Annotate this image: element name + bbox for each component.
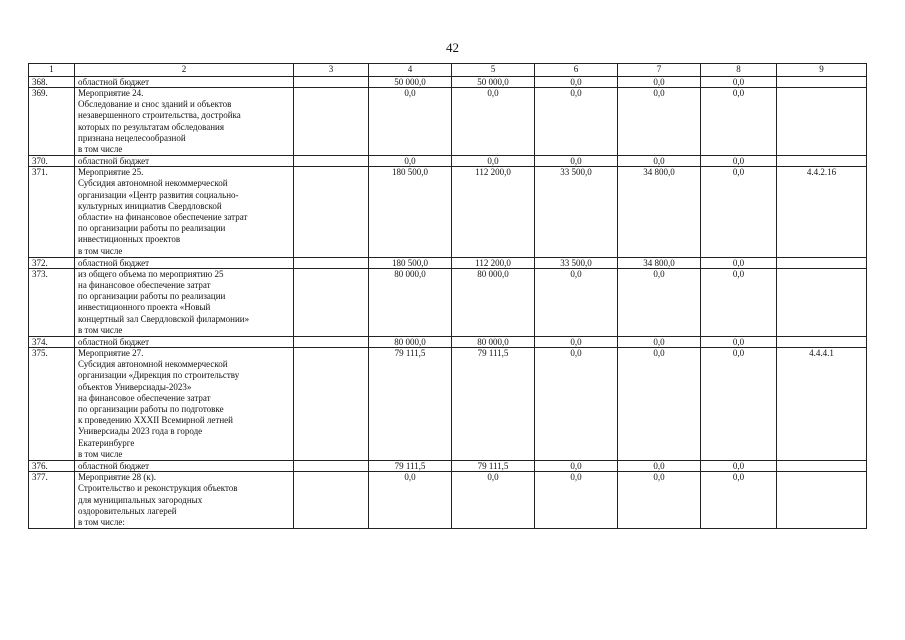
target-indicator-code: 4.4.2.16	[777, 167, 867, 258]
target-indicator-code: 4.4.4.1	[777, 348, 867, 461]
cell-col3	[294, 337, 369, 348]
description-line: области» на финансовое обеспечение затрат	[78, 212, 248, 223]
description-line: в том числе	[78, 245, 123, 256]
description-line: Мероприятие 24.	[78, 88, 144, 98]
cell-col3	[294, 156, 369, 167]
row-description	[75, 257, 294, 268]
description-line: в том числе	[78, 448, 123, 459]
cell-col7: 0,0	[618, 268, 701, 336]
cell-col3	[294, 88, 369, 156]
cell-col3	[294, 268, 369, 336]
cell-total: 0,0	[369, 88, 452, 156]
cell-col5: 112 200,0	[452, 167, 535, 258]
cell-total: 0,0	[369, 156, 452, 167]
cell-col6: 0,0	[535, 268, 618, 336]
table-row	[29, 337, 867, 348]
description-line: признана нецелесообразной	[78, 132, 186, 143]
column-header: 7	[618, 64, 701, 77]
cell-col8: 0,0	[701, 268, 777, 336]
description-line: Мероприятие 28 (к).	[78, 472, 157, 483]
description-line: по организации работы по подготовке	[78, 404, 224, 415]
cell-total: 80 000,0	[369, 337, 452, 348]
budget-table	[28, 63, 867, 529]
description-line: к проведению XXXII Всемирной летней	[78, 415, 233, 426]
row-number: 370.	[29, 156, 75, 167]
description-line: по организации работы по реализации	[78, 291, 226, 302]
cell-col8: 0,0	[701, 337, 777, 348]
row-number: 371.	[29, 167, 75, 258]
description-line: Субсидия автономной некоммерческой	[78, 359, 228, 370]
cell-col8: 0,0	[701, 461, 777, 472]
column-header: 5	[452, 64, 535, 77]
target-indicator-code	[777, 77, 867, 88]
cell-col6: 0,0	[535, 88, 618, 156]
description-line: Мероприятие 25.	[78, 167, 144, 178]
description-line: областной бюджет	[78, 337, 150, 348]
row-description	[75, 268, 294, 336]
description-line: инвестиционных проектов	[78, 234, 181, 245]
cell-col5: 79 111,5	[452, 461, 535, 472]
cell-col6: 0,0	[535, 77, 618, 88]
row-description	[75, 472, 294, 529]
cell-col3	[294, 77, 369, 88]
cell-col6: 33 500,0	[535, 257, 618, 268]
column-header: 1	[29, 64, 75, 77]
column-header: 2	[75, 64, 294, 77]
cell-total: 180 500,0	[369, 167, 452, 258]
cell-total: 50 000,0	[369, 77, 452, 88]
cell-total: 79 111,5	[369, 348, 452, 461]
column-header: 8	[701, 64, 777, 77]
row-description	[75, 348, 294, 461]
row-description	[75, 461, 294, 472]
description-line: инвестиционного проекта «Новый	[78, 302, 211, 313]
row-number: 373.	[29, 268, 75, 336]
cell-col6: 0,0	[535, 156, 618, 167]
target-indicator-code	[777, 257, 867, 268]
description-line: в том числе:	[78, 516, 125, 527]
table-row	[29, 77, 867, 88]
cell-col3	[294, 348, 369, 461]
cell-col3	[294, 461, 369, 472]
cell-col7: 0,0	[618, 348, 701, 461]
cell-col5: 0,0	[452, 472, 535, 529]
row-description	[75, 156, 294, 167]
cell-col7: 0,0	[618, 156, 701, 167]
description-line: областной бюджет	[78, 156, 150, 167]
description-line: организации «Центр развития социально-	[78, 189, 239, 200]
row-description	[75, 77, 294, 88]
table-row	[29, 167, 867, 258]
description-line: Екатеринбурге	[78, 437, 135, 448]
description-line: Обследование и снос зданий и объектов	[78, 99, 232, 110]
cell-col6: 0,0	[535, 472, 618, 529]
description-line: незавершенного строительства, достройка	[78, 110, 241, 121]
cell-col7: 0,0	[618, 337, 701, 348]
header-row	[29, 64, 867, 77]
cell-col8: 0,0	[701, 167, 777, 258]
cell-col5: 79 111,5	[452, 348, 535, 461]
description-line: областной бюджет	[78, 77, 150, 87]
cell-col8: 0,0	[701, 472, 777, 529]
table-row	[29, 348, 867, 461]
target-indicator-code	[777, 461, 867, 472]
description-line: для муниципальных загородных	[78, 494, 203, 505]
description-line: по организации работы по реализации	[78, 223, 226, 234]
description-line: Строительство и реконструкция объектов	[78, 483, 238, 494]
cell-col6: 33 500,0	[535, 167, 618, 258]
column-header: 3	[294, 64, 369, 77]
description-line: из общего объема по мероприятию 25	[78, 268, 224, 279]
cell-total: 180 500,0	[369, 257, 452, 268]
target-indicator-code	[777, 268, 867, 336]
target-indicator-code	[777, 88, 867, 156]
cell-col7: 0,0	[618, 77, 701, 88]
cell-col6: 0,0	[535, 337, 618, 348]
cell-col8: 0,0	[701, 156, 777, 167]
cell-col8: 0,0	[701, 88, 777, 156]
row-number: 369.	[29, 88, 75, 156]
cell-col5: 112 200,0	[452, 257, 535, 268]
cell-col5: 50 000,0	[452, 77, 535, 88]
row-description	[75, 337, 294, 348]
cell-col6: 0,0	[535, 348, 618, 461]
table-row	[29, 472, 867, 529]
description-line: Универсиады 2023 года в городе	[78, 426, 203, 437]
row-number: 377.	[29, 472, 75, 529]
column-header: 4	[369, 64, 452, 77]
cell-col5: 80 000,0	[452, 268, 535, 336]
column-header: 9	[777, 64, 867, 77]
table-row	[29, 268, 867, 336]
description-line: областной бюджет	[78, 257, 150, 268]
description-line: в том числе	[78, 144, 123, 155]
description-line: в том числе	[78, 324, 123, 335]
target-indicator-code	[777, 156, 867, 167]
description-line: объектов Универсиады-2023»	[78, 381, 192, 392]
cell-col5: 0,0	[452, 88, 535, 156]
cell-col7: 0,0	[618, 88, 701, 156]
cell-col7: 34 800,0	[618, 257, 701, 268]
cell-col7: 0,0	[618, 472, 701, 529]
cell-col6: 0,0	[535, 461, 618, 472]
description-line: оздоровительных лагерей	[78, 505, 177, 516]
description-line: которых по результатам обследования	[78, 121, 225, 132]
table-row	[29, 88, 867, 156]
cell-col7: 34 800,0	[618, 167, 701, 258]
cell-col3	[294, 257, 369, 268]
description-line: Субсидия автономной некоммерческой	[78, 178, 228, 189]
row-description	[75, 167, 294, 258]
column-header: 6	[535, 64, 618, 77]
page-number: 42	[446, 40, 459, 55]
cell-col3	[294, 167, 369, 258]
row-number: 368.	[29, 77, 75, 88]
description-line: концертный зал Свердловской филармонии»	[78, 313, 250, 324]
description-line: Мероприятие 27.	[78, 348, 144, 359]
cell-col5: 80 000,0	[452, 337, 535, 348]
row-number: 375.	[29, 348, 75, 461]
row-number: 372.	[29, 257, 75, 268]
description-line: на финансовое обеспечение затрат	[78, 392, 211, 403]
description-line: организации «Дирекция по строительству	[78, 370, 240, 381]
cell-col7: 0,0	[618, 461, 701, 472]
cell-total: 0,0	[369, 472, 452, 529]
cell-total: 80 000,0	[369, 268, 452, 336]
table-row	[29, 461, 867, 472]
row-number: 376.	[29, 461, 75, 472]
description-line: областной бюджет	[78, 461, 150, 472]
cell-col5: 0,0	[452, 156, 535, 167]
target-indicator-code	[777, 472, 867, 529]
cell-col8: 0,0	[701, 257, 777, 268]
description-line: на финансовое обеспечение затрат	[78, 280, 211, 291]
cell-total: 79 111,5	[369, 461, 452, 472]
table-row	[29, 156, 867, 167]
table-row	[29, 257, 867, 268]
description-line: культурных инициатив Свердловской	[78, 200, 222, 211]
row-number: 374.	[29, 337, 75, 348]
cell-col8: 0,0	[701, 77, 777, 88]
target-indicator-code	[777, 337, 867, 348]
cell-col8: 0,0	[701, 348, 777, 461]
row-description	[75, 88, 294, 156]
cell-col3	[294, 472, 369, 529]
table-body	[29, 77, 867, 529]
